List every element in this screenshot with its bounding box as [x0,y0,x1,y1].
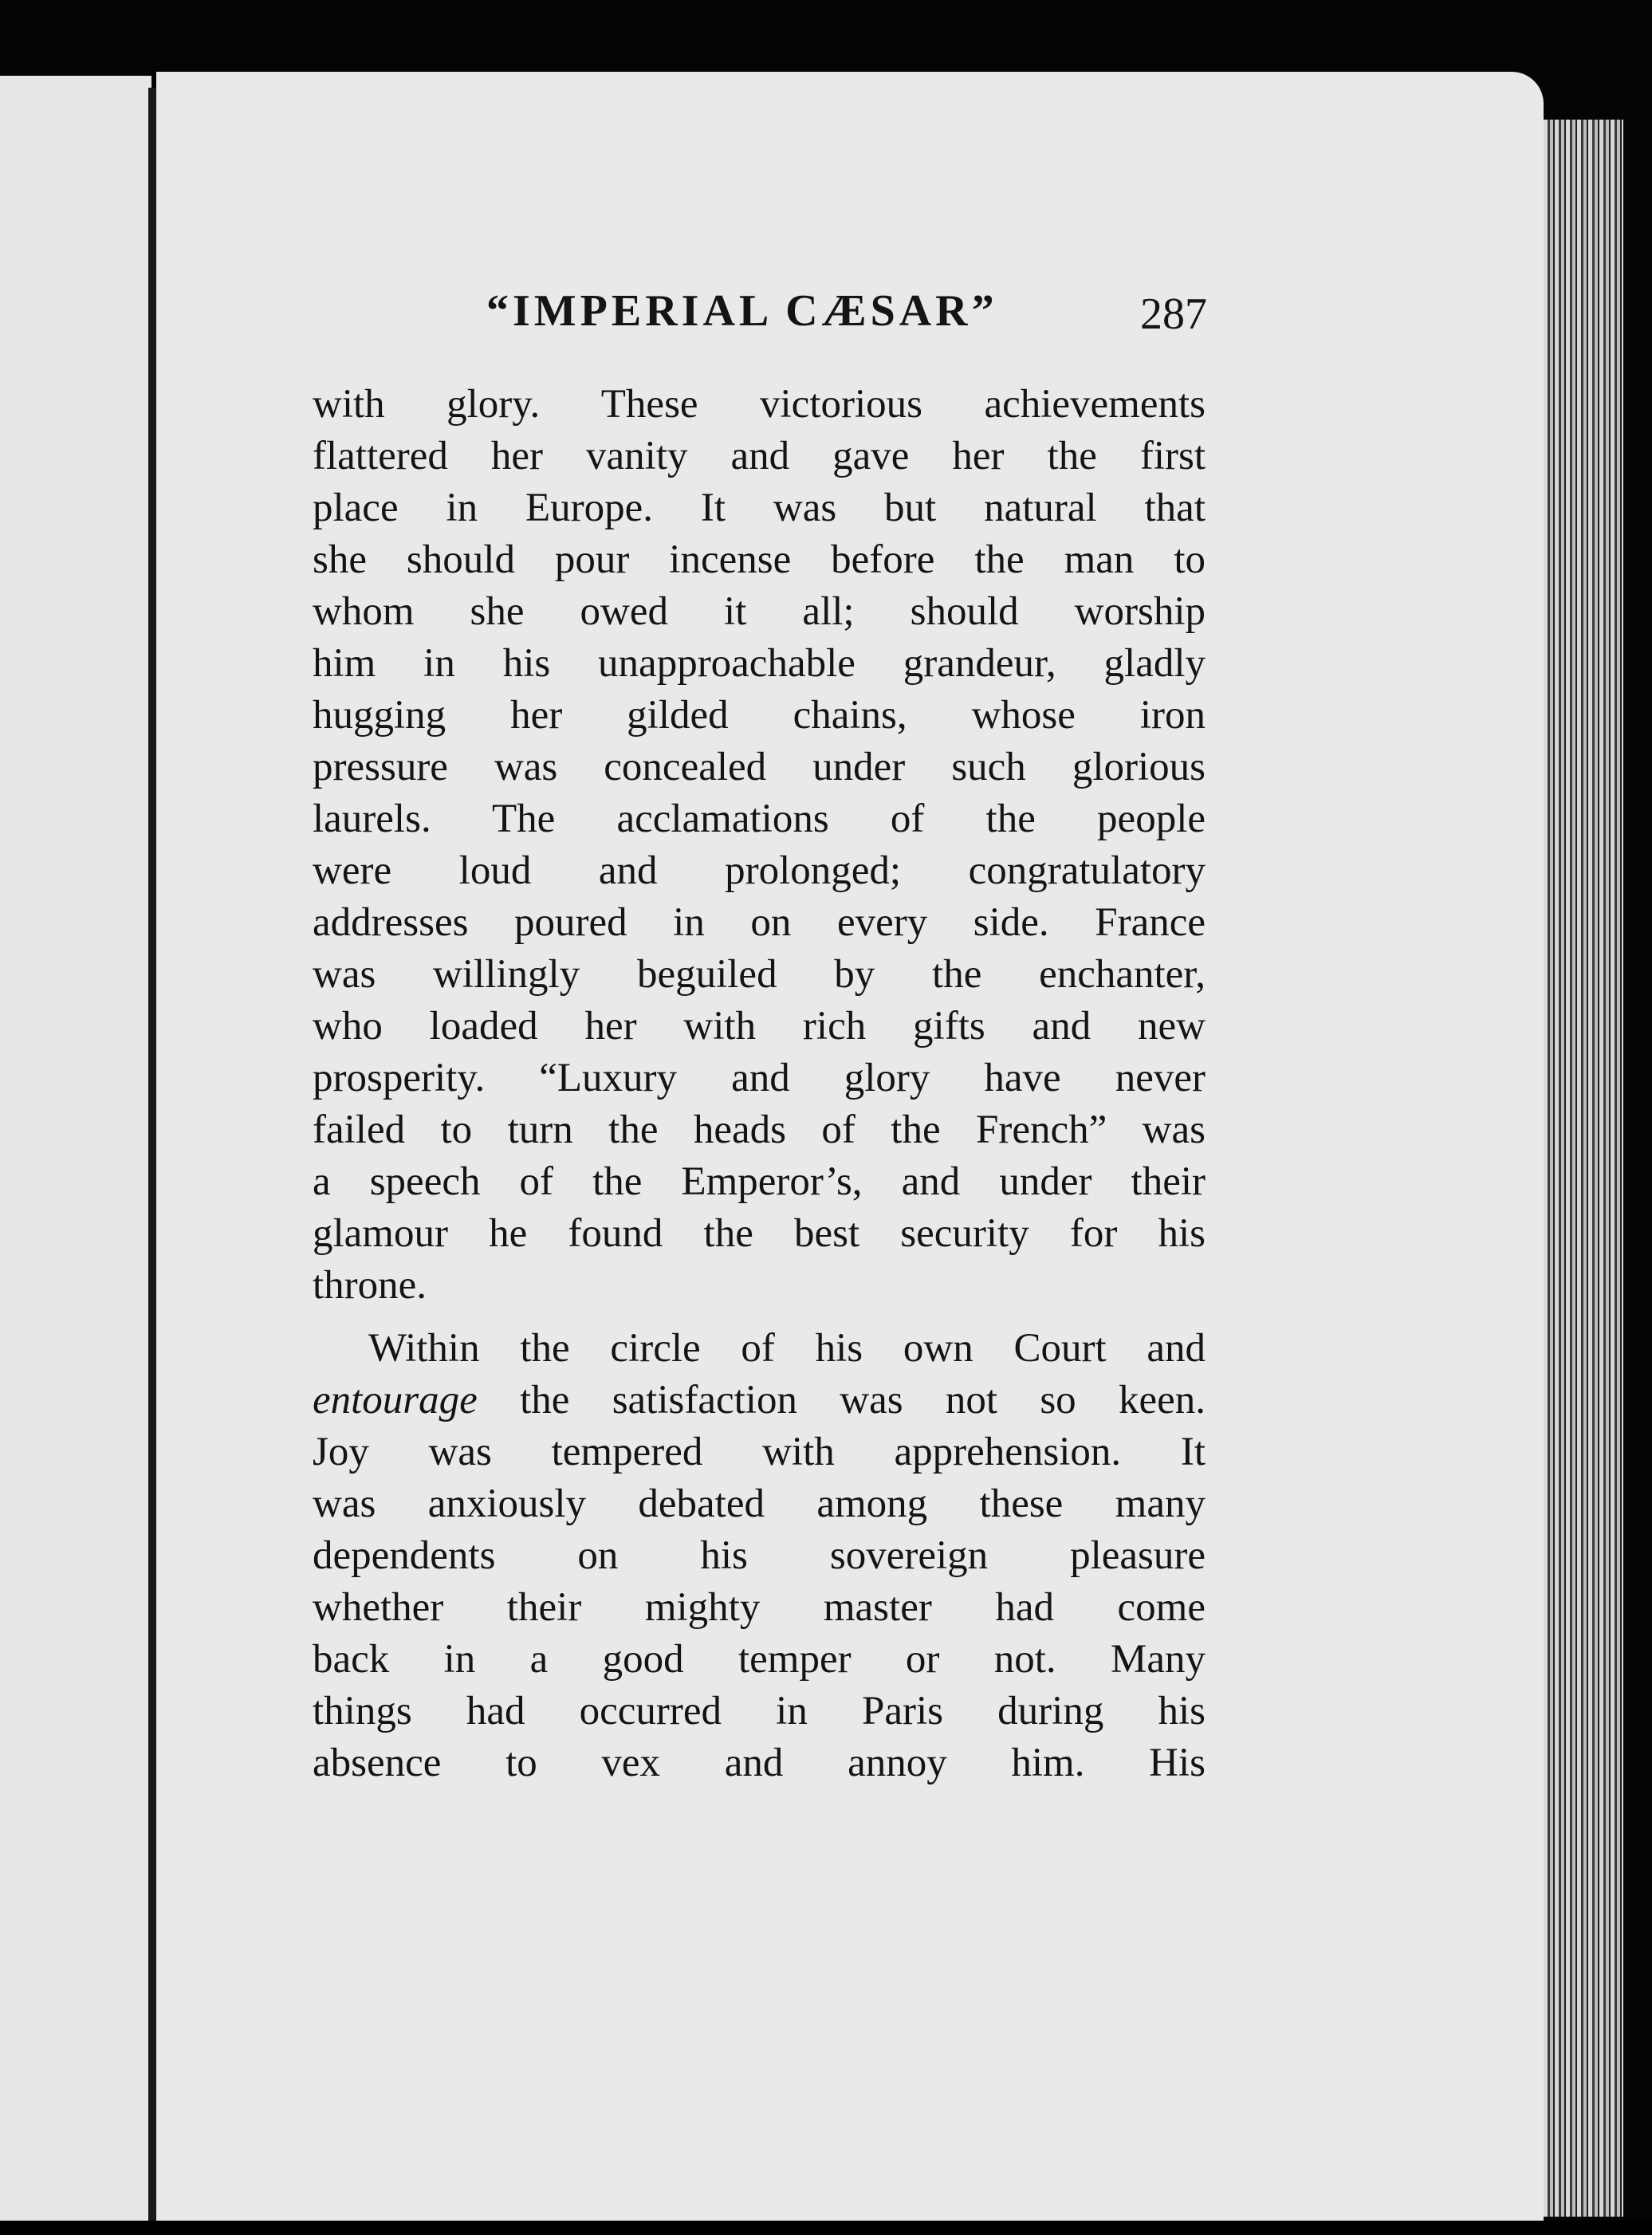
text-line: a speech of the Emperor’s, and under their [313,1159,1206,1204]
text-line: Joy was tempered with apprehension. It [313,1430,1206,1474]
text-line: failed to turn the heads of the French” was [313,1108,1206,1152]
page-number: 287 [1140,289,1207,339]
text-line: place in Europe. It was but natural that [313,486,1206,530]
text-line: him in his unapproachable grandeur, gladly [313,641,1206,686]
text-line: with glory. These victorious achievements [313,382,1206,427]
text-line: absence to vex and annoy him. His [313,1741,1206,1785]
text-line: flattered her vanity and gave her the first [313,434,1206,478]
paragraph-1 [313,379,1206,1312]
text-line: hugging her gilded chains, whose iron [313,693,1206,738]
text-line: pressure was concealed under such glorious [313,745,1206,789]
running-head-title: “IMPERIAL CÆSAR” [486,286,998,336]
left-page-edge [0,76,151,2221]
text-line: whether their mighty master had come [313,1585,1206,1630]
text-line: addresses poured in on every side. France [313,900,1206,945]
bottom-shadow [0,2221,1652,2235]
text-line: back in a good temper or not. Many [313,1637,1206,1682]
italic-word: entourage [313,1378,478,1422]
text-line: prosperity. “Luxury and glory have never [313,1056,1206,1100]
paragraph-2 [313,1323,1206,1789]
body-text [313,379,1206,1789]
running-head [303,285,1212,349]
text-line: laurels. The acclamations of the people [313,797,1206,841]
paragraph-gap [313,1312,1206,1323]
text-line: was anxiously debated among these many [313,1481,1206,1526]
page-stack-edges [1544,120,1623,2217]
text-line: she should pour incense before the man to [313,537,1206,582]
text-line: was willingly beguiled by the enchanter, [313,952,1206,997]
text-line: whom she owed it all; should worship [313,589,1206,634]
text-segment: the satisfaction was not so keen. [477,1378,1206,1422]
text-line: were loud and prolonged; congratulatory [313,848,1206,893]
text-line: Within the circle of his own Court and [368,1326,1206,1371]
text-line [313,1375,1206,1426]
text-line: throne. [313,1263,427,1308]
text-line: who loaded her with rich gifts and new [313,1004,1206,1049]
text-line: glamour he found the best security for his [313,1211,1206,1256]
book-gutter [148,88,156,2225]
text-line: dependents on his sovereign pleasure [313,1533,1206,1578]
text-line: things had occurred in Paris during his [313,1689,1206,1733]
